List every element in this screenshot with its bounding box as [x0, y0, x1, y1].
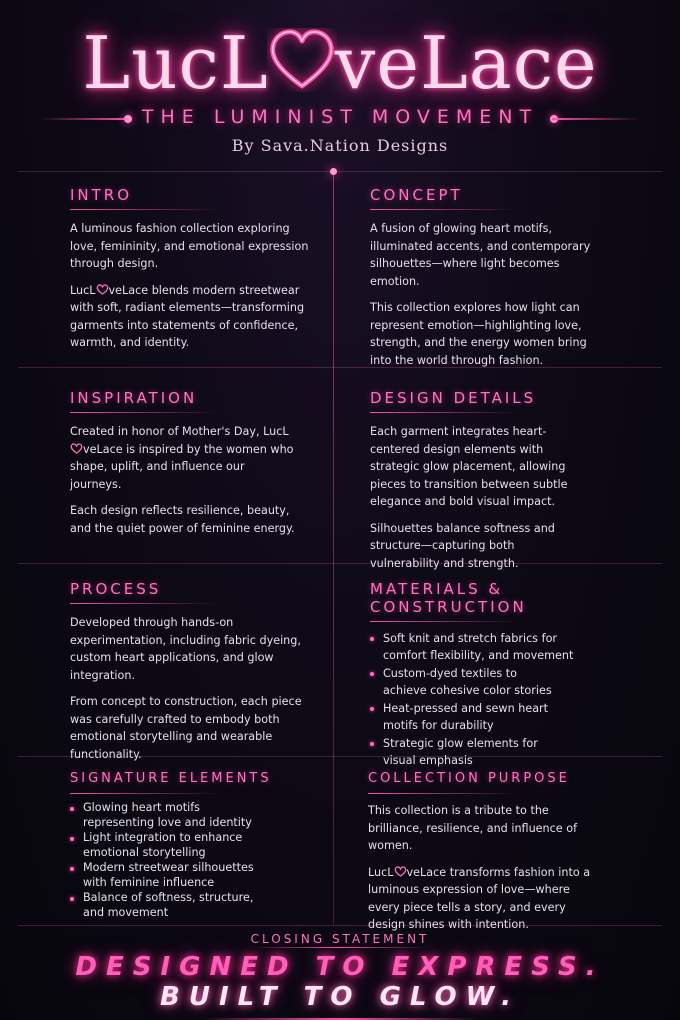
section-heading: SIGNATURE ELEMENTS [70, 771, 272, 786]
page-title [0, 18, 680, 108]
materials-list [370, 630, 630, 769]
heart-icon [267, 28, 337, 92]
section-paragraph [70, 282, 310, 352]
brand-text: LucL [70, 283, 96, 297]
closing-line-2: BUILT TO GLOW. [160, 982, 520, 1012]
divider-top [18, 171, 662, 172]
heading-underline [70, 793, 220, 794]
section-paragraph: Created in honor of Mother's Day, LucLveLace is inspired by the women who shape, uplift, and influence our journeys. [70, 425, 294, 491]
brand-text: LucL [368, 865, 394, 879]
subtitle-row [0, 106, 680, 132]
subtitle-rule-right [552, 118, 640, 120]
section-paragraph: A fusion of glowing heart motifs, illuminated accents, and contemporary silhouettes—where light becomes emotion. [370, 222, 591, 288]
list-item: Modern streetwear silhouettes with feminine influence [70, 860, 280, 890]
section-purpose [368, 770, 598, 934]
section-intro [70, 186, 310, 352]
subtitle: THE LUMINIST MOVEMENT [141, 106, 539, 128]
list-item: Heat-pressed and sewn heart motifs for durability [370, 700, 580, 734]
closing-underline [250, 947, 430, 948]
title-text-right: veLace [334, 21, 598, 105]
section-paragraph: Developed through hands-on experimentation, including fabric dyeing, custom heart applications, and glow integration. [70, 616, 301, 682]
section-process [70, 580, 310, 763]
section-paragraph: Each garment integrates heart-centered design elements with strategic glow placement, allowing pieces to transition between subtle elegance and bold visual impact. [370, 425, 568, 508]
heart-icon [96, 284, 109, 295]
section-paragraph: Each design reflects resilience, beauty, and the quiet power of feminine energy. [70, 504, 295, 535]
brand-text: LucL [263, 425, 289, 438]
section-heading: DESIGN DETAILS [370, 389, 537, 407]
heading-underline [370, 209, 520, 210]
section-design-details [370, 389, 585, 572]
heading-underline [70, 603, 220, 604]
section-heading: INTRO [70, 186, 133, 204]
closing-label: CLOSING STATEMENT [250, 932, 430, 946]
heading-underline [370, 412, 520, 413]
section-inspiration [70, 389, 295, 537]
list-item: Custom-dyed textiles to achieve cohesive color stories [370, 665, 560, 699]
section-paragraph: This collection explores how light can represent emotion—highlighting love, strength, and the energy women bring into the world through fashion. [370, 301, 587, 367]
section-concept [370, 186, 605, 369]
heading-underline [368, 793, 518, 794]
heading-underline [370, 621, 520, 622]
list-item: Strategic glow elements for visual emphasis [370, 735, 540, 769]
list-item: Balance of softness, structure, and movement [70, 890, 255, 920]
section-heading: INSPIRATION [70, 389, 198, 407]
list-item: Light integration to enhance emotional storytelling [70, 830, 295, 860]
brand-text-rest: veLace transforms fashion into a luminous expression of love—where every piece tells a story, and every design shines with intention. [368, 865, 591, 931]
column-divider [333, 175, 334, 925]
section-materials [370, 580, 630, 770]
heading-underline [70, 209, 220, 210]
signature-list [70, 800, 295, 920]
byline: By Sava.Nation Designs [231, 136, 449, 155]
section-signature [70, 770, 295, 920]
section-paragraph: A luminous fashion collection exploring love, femininity, and emotional expression through design. [70, 222, 309, 270]
section-heading: MATERIALS & CONSTRUCTION [370, 580, 527, 616]
section-paragraph: Silhouettes balance softness and structure—capturing both vulnerability and strength. [370, 521, 555, 570]
list-item: Soft knit and stretch fabrics for comfort flexibility, and movement [370, 630, 585, 664]
section-paragraph [368, 864, 598, 934]
heart-icon [70, 443, 83, 454]
section-heading: COLLECTION PURPOSE [368, 771, 570, 786]
section-heading: PROCESS [70, 580, 162, 598]
heading-underline [70, 412, 220, 413]
list-item: Glowing heart motifs representing love and identity [70, 800, 270, 830]
brand-text-rest: veLace blends modern streetwear with soft, radiant elements—transforming garments into statements of confidence, warmth, and identity. [70, 283, 305, 349]
closing-line-1: DESIGNED TO EXPRESS. [75, 952, 605, 982]
section-heading: CONCEPT [370, 186, 463, 204]
section-paragraph: From concept to construction, each piece was carefully crafted to embody both emotional storytelling and wearable functionality. [70, 695, 302, 761]
section-paragraph: This collection is a tribute to the brilliance, resilience, and influence of women. [368, 804, 578, 852]
divider-dot [330, 168, 337, 175]
title-text-left: LucL [82, 21, 269, 105]
heart-icon [394, 866, 407, 877]
